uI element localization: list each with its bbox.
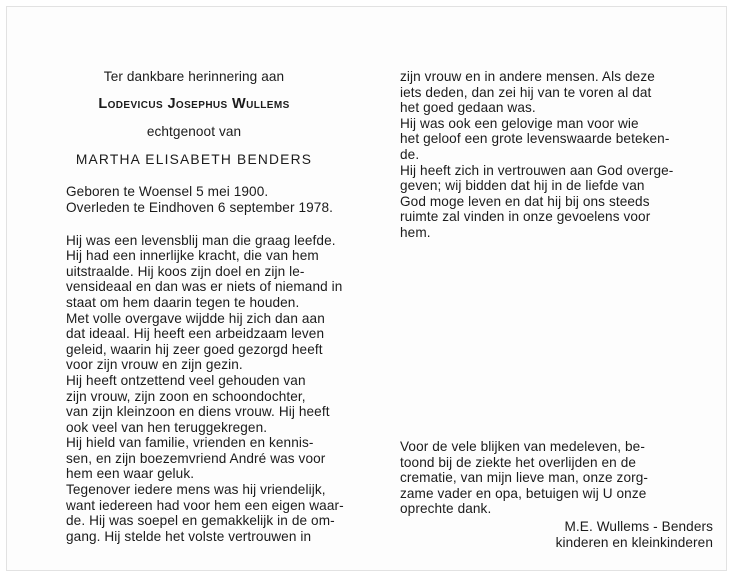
text-line: ruimte zal vinden in onze gevoelens voor: [400, 209, 651, 225]
text-line: toond bij de ziekte het overlijden en de: [400, 454, 637, 470]
text-line: het goed gedaan was.: [400, 100, 536, 116]
text-line: Hij had een innerlijke kracht, die van hem: [66, 248, 319, 264]
text-line: God moge leven en dat hij bij ons steeds: [400, 193, 650, 209]
text-line: de.: [400, 146, 420, 162]
text-line: hem.: [400, 224, 431, 240]
birth-line: Geboren te Woensel 5 mei 1900.: [66, 184, 269, 200]
text-line: het geloof een grote levenswaarde beteken-: [400, 131, 670, 147]
card-heading: Ter dankbare herinnering aan: [103, 69, 285, 84]
right-body-text: [400, 69, 713, 241]
text-line: Hij was ook een gelovige man voor wie: [400, 115, 639, 131]
text-line: iets deden, dan zei hij van te voren al dat: [400, 84, 652, 100]
text-line: zijn vrouw, zijn zoon en schoondochter,: [66, 388, 306, 404]
text-line: hem een waar geluk.: [66, 466, 195, 482]
spouse-name: MARTHA ELISABETH BENDERS: [75, 151, 313, 167]
signature-family: kinderen en kleinkinderen: [555, 534, 713, 550]
text-line: ook veel van hen teruggekregen.: [66, 419, 268, 435]
text-line: want iedereen had voor hem een eigen waar-: [66, 497, 344, 513]
text-line: zijn vrouw en in andere mensen. Als deze: [400, 69, 655, 84]
text-line: zame vader en opa, betuigen wij U onze: [400, 485, 647, 501]
text-line: geven; wij bidden dat hij in de liefde van: [400, 178, 645, 194]
text-line: Voor de vele blijken van medeleven, be-: [400, 439, 645, 454]
dates-block: [66, 184, 346, 215]
text-line: uitstraalde. Hij koos zijn doel en zijn le-: [66, 263, 305, 279]
text-line: Tegenover iedere mens was hij vriendelijk,: [66, 482, 326, 498]
text-line: Hij was een levensblij man die graag leefde.: [66, 232, 336, 248]
signature-name: M.E. Wullems - Benders: [564, 518, 713, 534]
spouse-label: echtgenoot van: [146, 124, 242, 140]
text-line: Hij heeft ontzettend veel gehouden van: [66, 372, 306, 388]
text-line: voor zijn vrouw en zijn gezin.: [66, 357, 243, 373]
text-line: de. Hij was soepel en gemakkelijk in de om-: [66, 513, 335, 529]
text-line: staat om hem daarin tegen te houden.: [66, 294, 300, 310]
right-column: [400, 69, 713, 550]
text-line: geleid, waarin hij zeer goed gezorgd heeft: [66, 341, 323, 357]
text-line: gang. Hij stelde het volste vertrouwen in: [66, 528, 312, 544]
memorial-card: [6, 6, 727, 571]
thank-you-block: [400, 439, 713, 550]
text-line: Met volle overgave wijdde hij zich dan aan: [66, 310, 325, 326]
text-line: crematie, van mijn lieve man, onze zorg-: [400, 470, 649, 486]
death-line: Overleden te Eindhoven 6 september 1978.: [66, 199, 333, 215]
text-line: vensideaal en dan was er niets of niemand in: [66, 279, 343, 295]
text-line: van zijn kleinzoon en diens vrouw. Hij heeft: [66, 404, 330, 420]
text-line: oprechte dank.: [400, 501, 492, 517]
text-line: sen, en zijn boezemvriend André was voor: [66, 450, 326, 466]
text-line: Hij heeft zich in vertrouwen aan God overge-: [400, 162, 674, 178]
text-line: Hij hield van familie, vrienden en kennis-: [66, 435, 314, 451]
deceased-name: Lodevicus Josephus Wullems: [98, 95, 290, 112]
text-line: dat ideaal. Hij heeft een arbeidzaam leven: [66, 326, 325, 342]
left-body-text: [66, 233, 346, 545]
left-column: [66, 69, 346, 544]
